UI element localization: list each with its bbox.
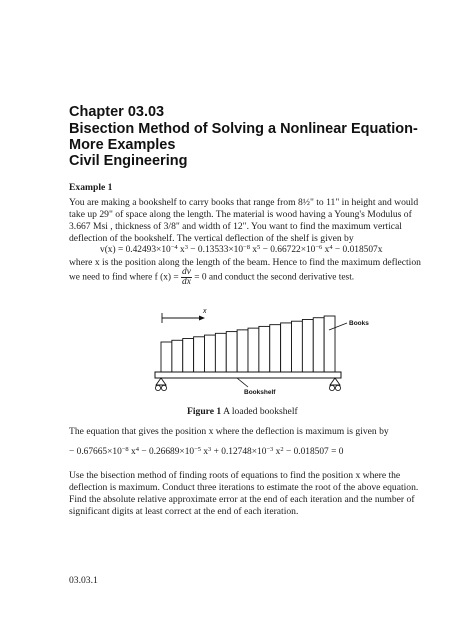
para3-line-3: Find the absolute relative approximate error at the end of each iteration and the number of xyxy=(69,494,415,505)
derivative-condition: we need to find where f (x) = $\frac{dv}{dx}$ = 0 and conduct the second derivative test. xyxy=(69,267,355,287)
figure-caption: Figure 1 A loaded bookshelf xyxy=(187,406,298,417)
book xyxy=(324,316,335,372)
right-roller-2 xyxy=(335,385,340,390)
book xyxy=(248,328,259,372)
para3-line-1: Use the bisection method of finding roots of equations to find the position x where the xyxy=(69,470,401,481)
para3-line-4: significant digits at least correct at the end of each iteration. xyxy=(69,506,299,517)
dv-dx-fraction: $\frac{dv}{dx}$ xyxy=(182,267,191,287)
book xyxy=(302,319,313,372)
book xyxy=(194,337,205,372)
book xyxy=(292,321,303,372)
right-support xyxy=(330,378,340,385)
book xyxy=(281,323,292,372)
x-axis-arrowhead xyxy=(199,316,205,321)
para1-line-3: 3.667 Msi , thickness of 3/8" and width of 12". You want to find the maximum vertical xyxy=(69,221,402,232)
max-deflection-equation: − $0.67665\times 10^{-8}$ $x^4 - 0.26689\times 10^{-5}$ $x^3 + 0.12748\times 10^{-3}$ $x^2 - 0.018507 = 0$ xyxy=(69,446,344,457)
para1-line-2: take up 29" of space along the length. The material is wood having a Young's Modulus of xyxy=(69,209,412,220)
book xyxy=(205,335,216,372)
para3-line-2: deflection is maximum. Conduct three iterations to estimate the root of the above equation. xyxy=(69,482,419,493)
para1-line-4: deflection of the bookshelf. The vertical deflection of the shelf is given by xyxy=(69,233,354,244)
bookshelf-figure xyxy=(0,296,474,416)
book xyxy=(237,330,248,372)
bookshelf-label: Bookshelf xyxy=(244,389,276,396)
left-roller-1 xyxy=(155,385,160,390)
title-line-1: Bisection Method of Solving a Nonlinear Equation- xyxy=(69,121,418,137)
subtitle: Civil Engineering xyxy=(69,153,188,169)
para2: The equation that gives the position x where the deflection is maximum is given by xyxy=(69,426,389,437)
book xyxy=(313,318,324,372)
book xyxy=(226,332,237,372)
book xyxy=(259,326,270,372)
books-group xyxy=(161,316,335,372)
right-roller-1 xyxy=(329,385,334,390)
book xyxy=(161,342,172,372)
where-line: where x is the position along the length of the beam. Hence to find the maximum deflection xyxy=(69,257,421,268)
books-label: Books xyxy=(349,320,369,327)
book xyxy=(183,339,194,372)
para1-line-1: You are making a bookshelf to carry books that range from 8½" to 11" in height and would xyxy=(69,197,419,208)
page-number: 03.03.1 xyxy=(69,575,98,586)
book xyxy=(172,340,183,372)
shelf-board xyxy=(155,372,341,378)
chapter-heading: Chapter 03.03 xyxy=(69,104,165,120)
title-line-2: More Examples xyxy=(69,137,176,153)
book xyxy=(270,325,281,372)
left-support xyxy=(156,378,166,385)
bookshelf-leader-line xyxy=(237,378,248,387)
example-label: Example 1 xyxy=(69,182,113,193)
book xyxy=(215,333,226,372)
left-roller-2 xyxy=(161,385,166,390)
x-axis-label: x xyxy=(203,308,207,315)
deflection-equation: $v(x) = 0.42493\times 10^{-4}$ $x^3 - 0.13533\times 10^{-8}$ $x^5 - 0.66722\times 10^{-6}$ $x^4 - 0.018507x$ xyxy=(100,244,383,255)
